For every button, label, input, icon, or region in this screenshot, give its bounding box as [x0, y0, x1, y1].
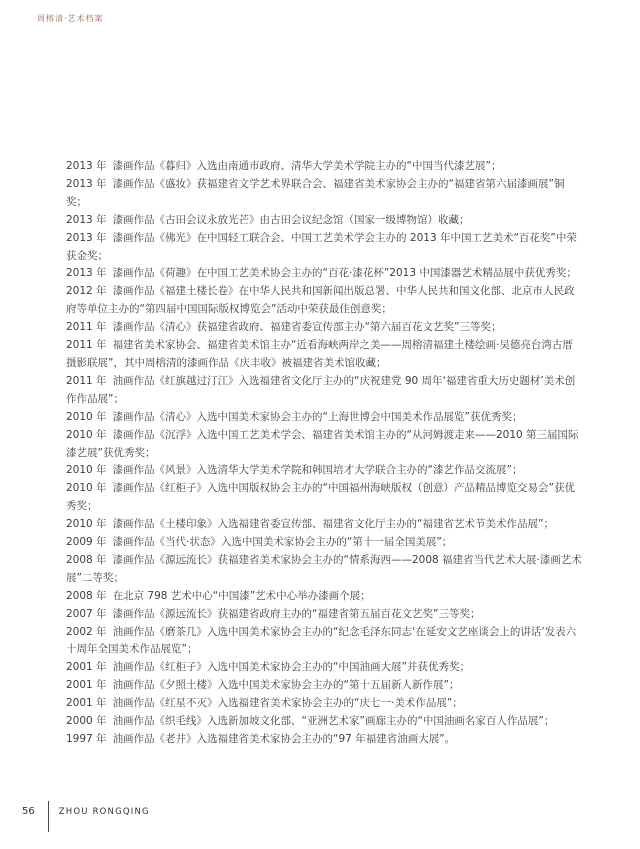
achievement-entry — [66, 462, 583, 480]
entry-text: 在北京 798 艺术中心“中国漆”艺术中心举办漆画个展； — [112, 589, 371, 602]
entry-year: 2001 年 — [66, 697, 107, 710]
achievement-entry — [66, 516, 583, 534]
entry-text: 油画作品《红星不灭》入选福建省美术家协会主办的“庆七一·美术作品展”； — [112, 697, 463, 710]
page-number: 56 — [22, 806, 35, 817]
entry-year: 2009 年 — [66, 536, 107, 549]
achievement-entry — [66, 713, 583, 731]
achievement-entry — [66, 212, 583, 230]
entry-year: 2008 年 — [66, 589, 107, 602]
entry-year: 2013 年 — [66, 160, 107, 172]
entry-year: 2010 年 — [66, 410, 107, 423]
page-header-title: 周榕清·艺术档案 — [37, 14, 104, 23]
entry-year: 2013 年 — [66, 213, 107, 226]
entry-year: 2010 年 — [66, 518, 107, 531]
entry-text: 油画作品《夕照土楼》入选中国美术家协会主办的“第十五届新人新作展”； — [112, 679, 460, 692]
entry-text: 漆画作品《土楼印象》入选福建省委宣传部、福建省文化厅主办的“福建省艺术节美术作品展”； — [112, 518, 554, 531]
entry-text: 漆画作品《福建土楼长卷》在中华人民共和国新闻出版总署、中华人民共和国文化部、北京市人民政府等单位主办的“第四届中国国际版权博览会”活动中荣获最佳创意奖； — [66, 285, 575, 316]
entry-text: 福建省美术家协会、福建省美术馆主办“近看海峡两岸之美——周榕清福建土楼绘画·吴德亮台湾古厝摄影联展”，其中周榕清的漆画作品《庆丰收》被福建省美术馆收藏； — [66, 339, 573, 369]
entry-text: 油画作品《磨茶几》入选中国美术家协会主办的“纪念毛泽东同志‘在延安文艺座谈会上的讲话’发表六十周年全国美术作品展览”； — [66, 625, 577, 656]
entry-text: 漆画作品《沉浮》入选中国工艺美术学会、福建省美术馆主办的“从河姆渡走来——2010 第三届国际漆艺展”获优秀奖； — [66, 428, 579, 459]
achievement-entry — [66, 624, 583, 660]
entry-year: 2008 年 — [66, 553, 107, 566]
achievement-list — [66, 158, 583, 749]
entry-year: 2001 年 — [66, 679, 107, 692]
achievement-entry — [66, 677, 583, 695]
achievement-entry — [66, 283, 583, 319]
achievement-entry — [66, 230, 583, 266]
entry-text: 漆画作品《当代·状态》入选中国美术家协会主办的“第十一届全国美展”； — [112, 536, 453, 549]
entry-year: 2011 年 — [66, 321, 107, 334]
entry-text: 油画作品《老井》入选福建省美术家协会主办的“97 年福建省油画大展”。 — [112, 733, 456, 745]
achievement-entry — [66, 319, 583, 337]
achievement-entry — [66, 158, 583, 176]
entry-year: 2013 年 — [66, 267, 107, 280]
entry-text: 漆画作品《源远流长》获福建省政府主办的“福建省第五届百花文艺奖”三等奖； — [112, 607, 481, 620]
entry-year: 2001 年 — [66, 661, 107, 674]
entry-year: 2011 年 — [66, 339, 107, 352]
achievement-entry — [66, 695, 583, 713]
entry-text: 油画作品《红旗越过汀江》入选福建省文化厅主办的“庆祝建党 90 周年‘福建省重大历史题材’美术创作作品展”； — [66, 374, 576, 405]
entry-text: 漆画作品《红柜子》入选中国版权协会主办的“中国福州海峡版权（创意）产品精品博览交易会”获优秀奖； — [66, 482, 575, 513]
footer-divider — [48, 801, 49, 832]
achievement-entry — [66, 534, 583, 552]
entry-year: 2013 年 — [66, 177, 107, 190]
entry-text: 油画作品《红柜子》入选中国美术家协会主办的“中国油画大展”并获优秀奖； — [112, 661, 470, 674]
entry-text: 漆画作品《盛妆》获福建省文学艺术界联合会、福建省美术家协会主办的“福建省第六届漆画展”铜奖； — [66, 177, 565, 208]
achievement-entry — [66, 588, 583, 606]
achievement-entry — [66, 409, 583, 427]
entry-year: 2007 年 — [66, 607, 107, 620]
entry-year: 2010 年 — [66, 482, 107, 495]
entry-text: 漆画作品《暮归》入选由南通市政府、清华大学美术学院主办的“中国当代漆艺展”； — [112, 160, 502, 172]
entry-text: 油画作品《织毛线》入选新加坡文化部、“亚洲艺术家”画廊主办的“中国油画名家百人作品展”； — [112, 715, 555, 728]
achievement-entry — [66, 606, 583, 624]
entry-year: 2012 年 — [66, 285, 107, 298]
entry-text: 漆画作品《清心》入选中国美术家协会主办的“上海世博会中国美术作品展览”获优秀奖； — [112, 410, 523, 423]
entry-year: 2002 年 — [66, 625, 107, 638]
entry-text: 漆画作品《清心》获福建省政府、福建省委宣传部主办“第六届百花文艺奖”三等奖； — [112, 321, 502, 334]
entry-year: 2010 年 — [66, 464, 107, 477]
achievement-entry — [66, 337, 583, 373]
author-name: ZHOU RONGQING — [58, 807, 150, 817]
entry-year: 2010 年 — [66, 428, 107, 441]
entry-year: 2013 年 — [66, 231, 107, 244]
entry-year: 2011 年 — [66, 374, 107, 387]
page-footer — [22, 801, 150, 832]
achievement-entry — [66, 731, 583, 749]
entry-year: 2000 年 — [66, 715, 107, 728]
achievement-entry — [66, 480, 583, 516]
achievement-entry — [66, 659, 583, 677]
achievement-entry — [66, 176, 583, 212]
achievement-entry — [66, 265, 583, 283]
achievement-entry — [66, 427, 583, 463]
entry-text: 漆画作品《佛光》在中国轻工联合会、中国工艺美术学会主办的 2013 年中国工艺美术“百花奖”中荣获金奖； — [66, 231, 577, 262]
achievement-entry — [66, 373, 583, 409]
entry-text: 漆画作品《荷趣》在中国工艺美术协会主办的“百花·漆花杯”2013 中国漆器艺术精品展中获优秀奖； — [112, 267, 577, 280]
entry-year: 1997 年 — [66, 733, 107, 745]
entry-text: 漆画作品《风景》入选清华大学美术学院和韩国培才大学联合主办的“漆艺作品交流展”； — [112, 464, 523, 477]
achievement-entry — [66, 552, 583, 588]
entry-text: 漆画作品《古田会议永放光芒》由古田会议纪念馆（国家一级博物馆）收藏； — [112, 213, 470, 226]
entry-text: 漆画作品《源远流长》获福建省美术家协会主办的“情系海西——2008 福建省当代艺术大展·漆画艺术展”二等奖； — [66, 553, 582, 584]
